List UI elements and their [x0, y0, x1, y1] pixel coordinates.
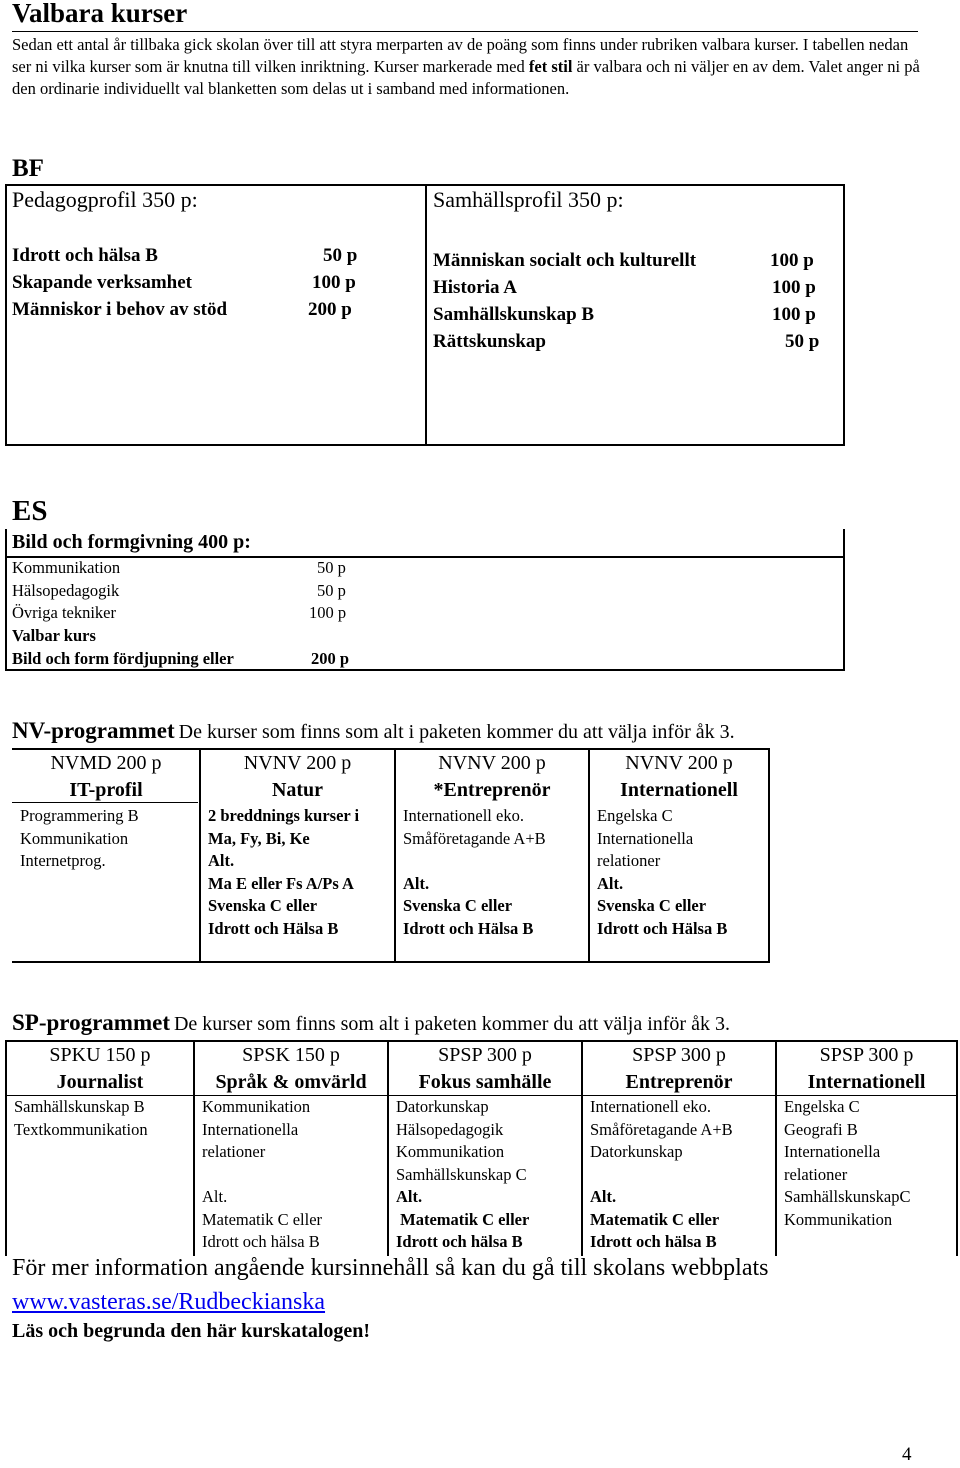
sp-column-header — [195, 1042, 387, 1096]
nv-course-line: Alt. — [208, 851, 235, 870]
es-heading-rule — [5, 556, 845, 558]
sp-column-courses — [784, 1096, 955, 1231]
bf-right-row-points: 100 p — [772, 304, 816, 325]
sp-course-line: Idrott och hälsa B — [590, 1232, 717, 1251]
nv-course-line: Idrott och Hälsa B — [403, 918, 534, 938]
es-row-points: 50 p — [317, 558, 346, 577]
bf-left-row-name: Skapande verksamhet — [12, 272, 192, 293]
sp-column-profile: Fokus samhälle — [418, 1071, 552, 1093]
website-link[interactable]: www.vasteras.se/Rudbeckianska — [12, 1289, 326, 1315]
sp-course-line: Kommunikation — [396, 1142, 505, 1161]
sp-column-header — [7, 1042, 193, 1096]
es-row-name: Bild och form fördjupning eller — [12, 649, 234, 668]
sp-course-line: Internationell eko. — [590, 1097, 711, 1116]
bf-left-row-points: 50 p — [323, 245, 358, 266]
sp-course-line: Idrott och hälsa B — [202, 1232, 320, 1251]
sp-course-line: Datorkunskap — [396, 1097, 489, 1116]
bf-right-row-points: 100 p — [770, 250, 814, 271]
es-row-points: 50 p — [317, 581, 346, 600]
sp-course-line: relationer — [202, 1142, 266, 1161]
es-row-points: 200 p — [311, 649, 350, 668]
es-heading: Bild och formgivning 400 p: — [12, 531, 251, 553]
nv-course-line: Internationella — [597, 828, 694, 848]
nv-note: De kurser som finns som alt i paketen kommer du att välja inför åk 3. — [178, 721, 735, 743]
nv-table-right-border — [768, 748, 770, 963]
nv-course-line: Svenska C eller — [403, 896, 513, 915]
nv-column-code: NVMD 200 p — [50, 752, 162, 774]
nv-table-bottom-border — [12, 961, 770, 963]
sp-course-line: Matematik C eller — [590, 1209, 720, 1229]
sp-course-line: Matematik C eller — [202, 1209, 323, 1229]
sp-course-line: SamhällskunskapC — [784, 1187, 911, 1206]
bf-left-heading: Pedagogprofil 350 p: — [12, 187, 198, 212]
footer-call-to-action: Läs och begrunda den här kurskatalogen! — [12, 1320, 371, 1342]
es-row-name: Valbar kurs — [12, 626, 96, 645]
sp-column-header — [389, 1042, 581, 1096]
bf-left-row-name: Människor i behov av stöd — [12, 299, 228, 320]
nv-course-line: Småföretagande A+B — [403, 828, 546, 848]
sp-heading: SP-programmet — [12, 1010, 170, 1035]
sp-course-line: Matematik C eller — [396, 1209, 530, 1229]
nv-course-line: 2 breddnings kurser i — [208, 806, 360, 825]
bf-title: BF — [12, 155, 44, 182]
nv-column-profile: Internationell — [620, 779, 738, 801]
nv-column-courses — [208, 805, 393, 940]
sp-column-header — [583, 1042, 775, 1096]
nv-column-header — [396, 750, 588, 804]
sp-course-line — [590, 1164, 774, 1187]
nv-course-line: Engelska C — [597, 806, 673, 825]
nv-course-line — [403, 850, 587, 873]
nv-course-line: Kommunikation — [20, 828, 129, 848]
bf-left-row-points: 100 p — [312, 272, 356, 293]
sp-column-courses — [396, 1096, 580, 1254]
nv-course-line: Alt. — [403, 873, 430, 893]
nv-course-line: Svenska C eller — [208, 896, 318, 915]
sp-course-line: Alt. — [590, 1187, 617, 1206]
sp-note: De kurser som finns som alt i paketen kommer du att välja inför åk 3. — [173, 1013, 730, 1035]
bf-right-row-name: Historia A — [433, 277, 517, 298]
sp-course-line: Samhällskunskap C — [396, 1164, 527, 1184]
nv-column-profile: *Entreprenör — [433, 779, 551, 801]
nv-course-line: Idrott och Hälsa B — [597, 918, 728, 938]
footer-info-text: För mer information angående kursinnehåll så kan du gå till skolans webbplats — [12, 1255, 769, 1281]
intro-text-1: Sedan ett antal år tillbaka gick skolan över till att styra merparten av de poäng som finns under rubriken valbara kurser. I tabellen nedan ser ni vilka kurser som är knutna till vilken inriktning. Kurser markerade med — [12, 35, 909, 76]
bf-right-row-name: Samhällskunskap B — [433, 304, 595, 325]
nv-heading-line — [12, 718, 735, 744]
bf-right-heading: Samhällsprofil 350 p: — [433, 187, 624, 212]
nv-heading: NV-programmet — [12, 718, 175, 743]
nv-column-code: NVNV 200 p — [625, 752, 733, 774]
nv-column-header — [590, 750, 768, 804]
es-title: ES — [12, 495, 48, 527]
sp-course-line: Kommunikation — [784, 1209, 893, 1229]
sp-column-header — [777, 1042, 956, 1096]
nv-course-line: relationer — [597, 851, 661, 870]
sp-table-right-border — [956, 1040, 958, 1256]
nv-column-code: NVNV 200 p — [438, 752, 546, 774]
sp-course-line: Idrott och hälsa B — [396, 1232, 523, 1251]
nv-course-line: Ma E eller Fs A/Ps A — [208, 873, 354, 893]
sp-column-courses — [590, 1096, 774, 1254]
sp-course-line: Internationella — [202, 1119, 299, 1139]
nv-course-line: Idrott och Hälsa B — [208, 918, 339, 938]
nv-column-courses — [403, 805, 587, 940]
page-number: 4 — [902, 1444, 912, 1465]
sp-course-line: Textkommunikation — [14, 1119, 148, 1139]
bf-divider — [425, 184, 427, 446]
page-title: Valbara kurser — [12, 0, 188, 28]
es-row-name: Hälsopedagogik — [12, 581, 120, 600]
nv-column-courses — [597, 805, 767, 940]
nv-course-line: Internetprog. — [20, 851, 106, 870]
sp-course-line: Hälsopedagogik — [396, 1119, 504, 1139]
sp-column-profile: Entreprenör — [625, 1071, 733, 1093]
intro-bold-text: fet stil — [528, 57, 573, 76]
nv-column-profile: IT-profil — [69, 779, 143, 801]
title-underline — [12, 31, 918, 32]
es-row-points: 100 p — [309, 603, 347, 622]
sp-course-line: Geografi B — [784, 1119, 858, 1139]
nv-course-line: Internationell eko. — [403, 806, 524, 825]
sp-column-profile: Journalist — [56, 1071, 144, 1093]
nv-column-header — [201, 750, 394, 804]
sp-course-line: Kommunikation — [202, 1097, 311, 1116]
sp-column-code: SPSP 300 p — [632, 1044, 726, 1066]
sp-course-line: Datorkunskap — [590, 1142, 683, 1161]
sp-column-profile: Internationell — [807, 1071, 926, 1093]
bf-right-row-points: 100 p — [772, 277, 816, 298]
nv-column-courses — [20, 805, 198, 873]
bf-right-row-name: Människan socialt och kulturellt — [433, 250, 697, 271]
sp-column-courses — [14, 1096, 192, 1141]
sp-course-line: Alt. — [202, 1187, 228, 1206]
sp-course-line: relationer — [784, 1164, 848, 1184]
sp-column-courses — [202, 1096, 386, 1254]
sp-course-line: Alt. — [396, 1187, 423, 1206]
sp-column-code: SPSK 150 p — [242, 1044, 340, 1066]
nv-course-line: Programmering B — [20, 806, 139, 825]
sp-course-line: Internationella — [784, 1142, 881, 1161]
es-row-name: Kommunikation — [12, 558, 121, 577]
sp-course-line: Samhällskunskap B — [14, 1097, 145, 1116]
intro-text-2: är valbara och ni väljer en av dem. Valet anger ni på den ordinarie individuellt val blanketten som delas ut i samband med informationen. — [12, 57, 920, 98]
bf-left-row-name: Idrott och hälsa B — [12, 245, 158, 266]
nv-course-line: Ma, Fy, Bi, Ke — [208, 828, 310, 848]
sp-heading-line — [12, 1010, 730, 1036]
sp-course-line: Småföretagande A+B — [590, 1119, 733, 1139]
intro-paragraph — [12, 34, 927, 100]
sp-column-profile: Språk & omvärld — [215, 1071, 367, 1093]
nv-column-code: NVNV 200 p — [243, 752, 352, 774]
sp-course-line — [202, 1164, 386, 1187]
nv-course-line: Svenska C eller — [597, 896, 707, 915]
sp-column-code: SPSP 300 p — [438, 1044, 532, 1066]
bf-right-row-points: 50 p — [785, 331, 820, 352]
bf-left-row-points: 200 p — [308, 299, 352, 320]
nv-course-line: Alt. — [597, 873, 624, 893]
nv-column-profile: Natur — [271, 779, 324, 801]
sp-column-code: SPKU 150 p — [49, 1044, 151, 1066]
nv-column-header — [13, 750, 199, 804]
sp-column-code: SPSP 300 p — [819, 1044, 914, 1066]
es-row-name: Övriga tekniker — [12, 603, 117, 622]
sp-course-line: Engelska C — [784, 1097, 860, 1116]
bf-right-row-name: Rättskunskap — [433, 331, 546, 352]
